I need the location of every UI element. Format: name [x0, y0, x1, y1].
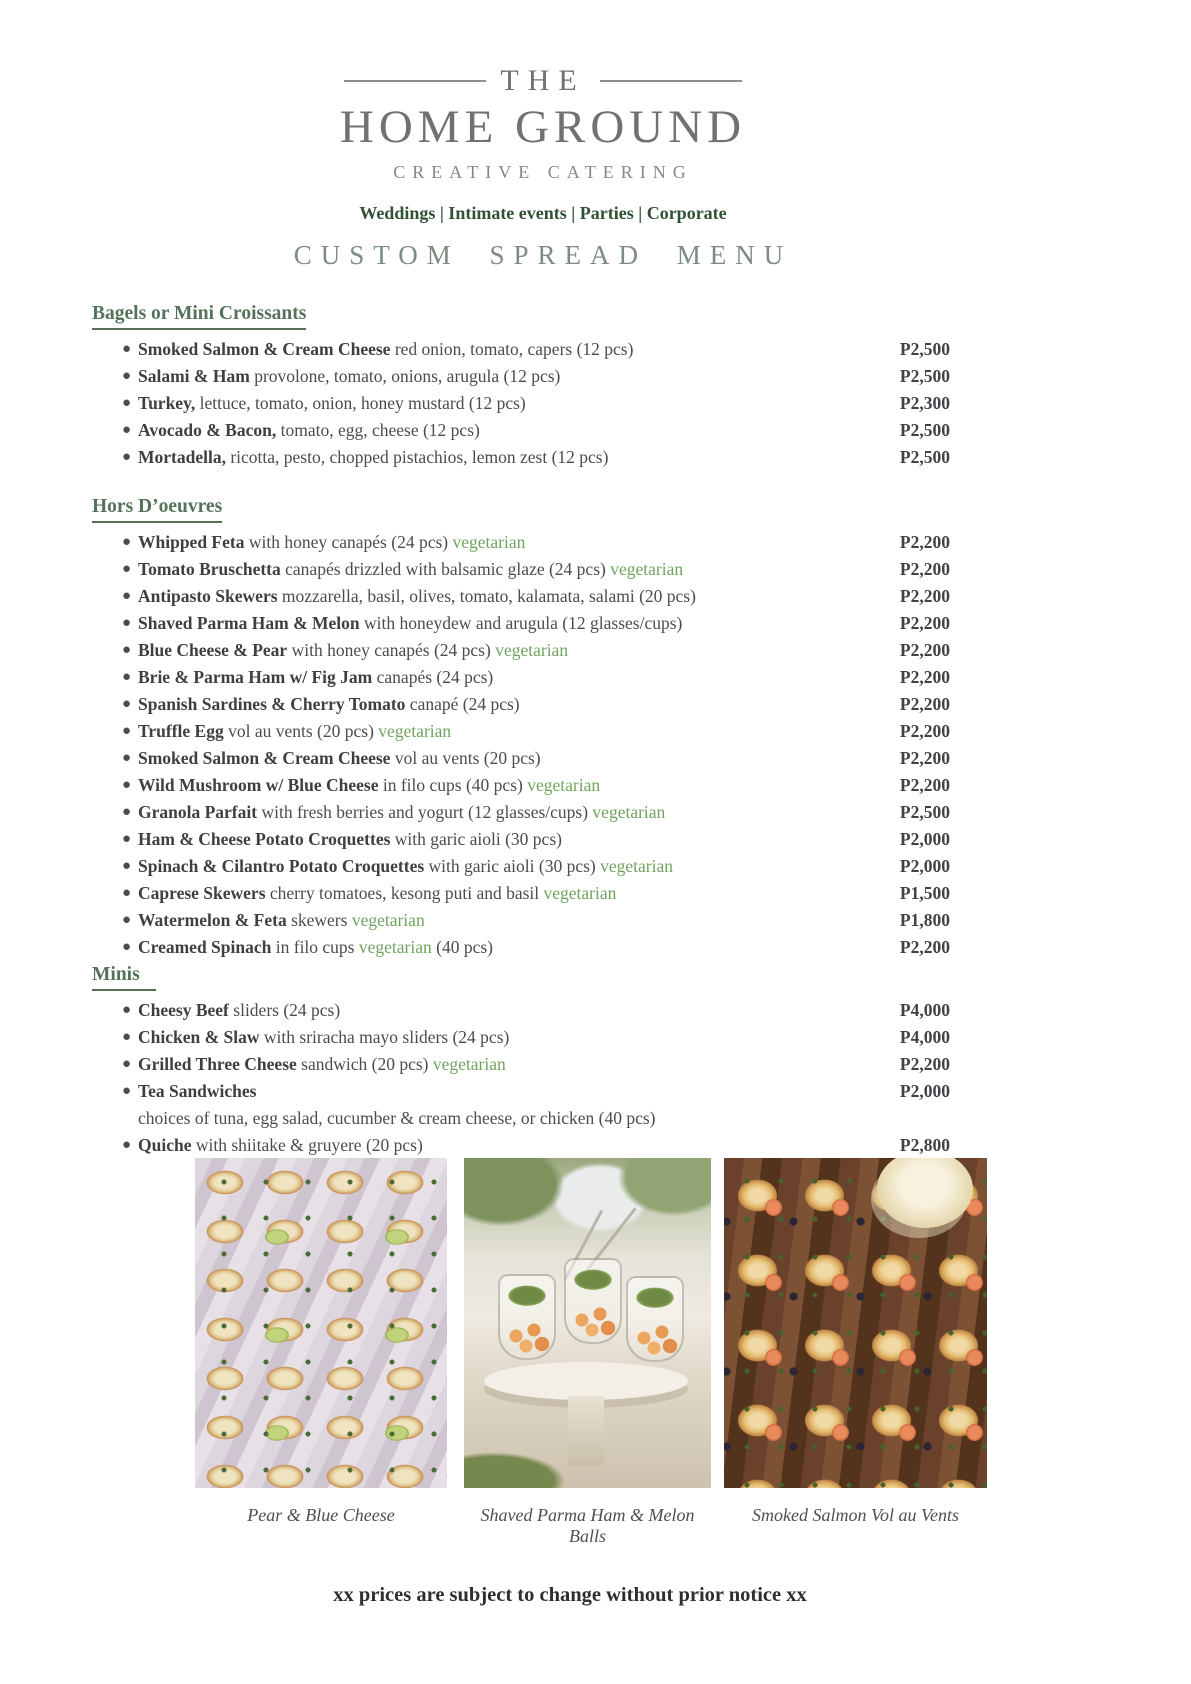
item-price: P2,500: [899, 447, 950, 467]
menu-item-row: [122, 336, 950, 363]
item-description: canapés drizzled with balsamic glaze (24 pcs): [285, 559, 606, 579]
item-description: skewers: [291, 910, 348, 930]
item-price: P1,500: [899, 883, 950, 903]
bullet-icon: ●: [122, 912, 132, 928]
menu-item-text: [138, 1051, 880, 1078]
menu-item-row: [122, 417, 950, 444]
menu-item-row: [122, 444, 950, 471]
menu-item-text: [138, 880, 880, 907]
bullet-icon: ●: [122, 723, 132, 739]
menu-item-text: [138, 826, 880, 853]
item-name: Blue Cheese & Pear: [138, 640, 288, 660]
photo-smoked-salmon-vol-au-vents: [724, 1158, 987, 1488]
item-description: with honeydew and arugula (12 glasses/cups): [364, 613, 683, 633]
tagline: Weddings | Intimate events | Parties | Corporate: [359, 203, 727, 223]
menu-section: [0, 300, 1191, 471]
menu-item-row: [122, 529, 950, 556]
item-price: P2,300: [899, 393, 950, 413]
vegetarian-tag: vegetarian: [592, 802, 666, 822]
bullet-icon: ●: [122, 669, 132, 685]
item-name: Antipasto Skewers: [138, 586, 278, 606]
item-name: Creamed Spinach: [138, 937, 272, 957]
bullet-icon: ●: [122, 368, 132, 384]
item-name: Avocado & Bacon,: [138, 420, 277, 440]
item-name: Smoked Salmon & Cream Cheese: [138, 748, 391, 768]
item-description: with shiitake & gruyere (20 pcs): [195, 1135, 423, 1155]
bullet-icon: ●: [122, 804, 132, 820]
item-description: with sriracha mayo sliders (24 pcs): [263, 1027, 510, 1047]
menu-item-row: [122, 610, 950, 637]
item-name: Spinach & Cilantro Potato Croquettes: [138, 856, 425, 876]
bullet-icon: ●: [122, 1083, 132, 1099]
item-name: Cheesy Beef: [138, 1000, 229, 1020]
menu-item-text: [138, 691, 880, 718]
bullet-icon: ●: [122, 1137, 132, 1153]
menu-item-text: [138, 336, 880, 363]
logo-main: HOME GROUND: [339, 101, 747, 153]
item-price: P4,000: [899, 1027, 950, 1047]
menu-item-row: [122, 390, 950, 417]
menu-item-text: [138, 1024, 880, 1051]
item-price: P2,000: [899, 829, 950, 849]
menu-item-row: [122, 637, 950, 664]
item-price: P2,200: [899, 937, 950, 957]
bullet-icon: ●: [122, 561, 132, 577]
bullet-icon: ●: [122, 831, 132, 847]
photo-captions: [195, 1505, 987, 1547]
vegetarian-tag: vegetarian: [432, 1054, 506, 1074]
item-price: P2,200: [899, 721, 950, 741]
vegetarian-tag: vegetarian: [600, 856, 673, 876]
item-name: Caprese Skewers: [138, 883, 266, 903]
menu-item-row: [122, 1132, 950, 1159]
item-description: with honey canapés (24 pcs): [291, 640, 491, 660]
item-name: Turkey,: [138, 393, 196, 413]
melon-cup: [498, 1274, 556, 1360]
item-name: Grilled Three Cheese: [138, 1054, 297, 1074]
item-name: Brie & Parma Ham w/ Fig Jam: [138, 667, 373, 687]
item-name: Salami & Ham: [138, 366, 250, 386]
photo-caption: Shaved Parma Ham & Melon Balls: [480, 1505, 695, 1546]
item-description: sandwich (20 pcs): [301, 1054, 429, 1074]
section-heading: Minis: [92, 961, 156, 991]
item-name: Ham & Cheese Potato Croquettes: [138, 829, 391, 849]
item-name: Spanish Sardines & Cherry Tomato: [138, 694, 406, 714]
menu-item-text: [138, 934, 880, 961]
item-description: with garic aioli (30 pcs): [428, 856, 596, 876]
item-description: sliders (24 pcs): [233, 1000, 341, 1020]
menu-item-text: [138, 745, 880, 772]
item-price: P2,200: [899, 748, 950, 768]
menu-item-text: [138, 529, 880, 556]
item-description: in filo cups (40 pcs): [382, 775, 523, 795]
item-name: Chicken & Slaw: [138, 1027, 260, 1047]
menu-item-text: [138, 772, 880, 799]
menu-item-text: [138, 444, 880, 471]
section-heading: Hors D’oeuvres: [92, 493, 222, 523]
bullet-icon: ●: [122, 939, 132, 955]
item-description: lettuce, tomato, onion, honey mustard (12 pcs): [199, 393, 526, 413]
item-description: canapé (24 pcs): [409, 694, 520, 714]
logo-the: THE: [500, 64, 586, 97]
menu-item-row: [122, 799, 950, 826]
item-name: Wild Mushroom w/ Blue Cheese: [138, 775, 379, 795]
item-description: red onion, tomato, capers (12 pcs): [394, 339, 634, 359]
item-note: choices of tuna, egg salad, cucumber & cream cheese, or chicken (40 pcs): [138, 1108, 656, 1128]
photo-caption: Smoked Salmon Vol au Vents: [752, 1505, 959, 1525]
bullet-icon: ●: [122, 777, 132, 793]
section-heading: Bagels or Mini Croissants: [92, 300, 306, 330]
vegetarian-tag: vegetarian: [452, 532, 526, 552]
item-description: canapés (24 pcs): [376, 667, 494, 687]
photo-caption: Pear & Blue Cheese: [247, 1505, 395, 1525]
melon-cup: [564, 1258, 622, 1344]
menu-item-text: [138, 417, 880, 444]
menu-item-text: [138, 907, 880, 934]
bullet-icon: ●: [122, 750, 132, 766]
menu-sections: [0, 300, 1191, 1159]
item-price: P4,000: [899, 1000, 950, 1020]
logo-right-rule: [600, 80, 742, 82]
menu-item-row: [122, 718, 950, 745]
bullet-icon: ●: [122, 615, 132, 631]
menu-item-text: [138, 799, 880, 826]
logo-top-row: [75, 64, 1011, 98]
item-name: Truffle Egg: [138, 721, 224, 741]
vegetarian-tag: vegetarian: [378, 721, 452, 741]
logo-left-rule: [344, 80, 486, 82]
item-description: vol au vents (20 pcs): [228, 721, 374, 741]
menu-item-row: [122, 1051, 950, 1078]
item-price: P2,200: [899, 667, 950, 687]
bullet-icon: ●: [122, 858, 132, 874]
vegetarian-tag: vegetarian: [358, 937, 432, 957]
item-price: P2,500: [899, 420, 950, 440]
item-description: with fresh berries and yogurt (12 glasses/cups): [261, 802, 589, 822]
item-description: mozzarella, basil, olives, tomato, kalamata, salami (20 pcs): [281, 586, 696, 606]
menu-item-row: [122, 583, 950, 610]
menu-item-row: [122, 880, 950, 907]
section-items: [0, 336, 1191, 471]
item-name: Mortadella,: [138, 447, 226, 467]
item-name: Watermelon & Feta: [138, 910, 287, 930]
item-price: P2,200: [899, 532, 950, 552]
menu-item-text: [138, 363, 880, 390]
item-price: P2,200: [899, 586, 950, 606]
price-disclaimer: xx prices are subject to change without prior notice xx: [333, 1584, 807, 1606]
menu-item-text: [138, 718, 880, 745]
vegetarian-tag: vegetarian: [351, 910, 425, 930]
item-price: P1,800: [899, 910, 950, 930]
photo-row: [195, 1158, 987, 1488]
bullet-icon: ●: [122, 341, 132, 357]
menu-item-text: [138, 610, 880, 637]
item-description: with honey canapés (24 pcs): [248, 532, 449, 552]
vegetarian-tag: vegetarian: [610, 559, 684, 579]
menu-item-text: [138, 853, 880, 880]
item-price: P2,200: [899, 640, 950, 660]
menu-item-row: [122, 772, 950, 799]
item-name: Whipped Feta: [138, 532, 245, 552]
bullet-icon: ●: [122, 1002, 132, 1018]
menu-item-row: [122, 745, 950, 772]
bullet-icon: ●: [122, 885, 132, 901]
item-description: in filo cups: [275, 937, 355, 957]
bullet-icon: ●: [122, 588, 132, 604]
menu-item-text: [138, 390, 880, 417]
bullet-icon: ●: [122, 1056, 132, 1072]
logo-subtitle: CREATIVE CATERING: [393, 162, 693, 182]
menu-item-text: [138, 997, 880, 1024]
item-name: Smoked Salmon & Cream Cheese: [138, 339, 391, 359]
item-price: P2,500: [899, 366, 950, 386]
item-price: P2,500: [899, 802, 950, 822]
item-price: P2,000: [899, 1081, 950, 1101]
menu-item-row: [122, 1078, 950, 1105]
item-description: ricotta, pesto, chopped pistachios, lemon zest (12 pcs): [230, 447, 609, 467]
bullet-icon: ●: [122, 642, 132, 658]
item-description: cherry tomatoes, kesong puti and basil: [269, 883, 540, 903]
section-items: [0, 997, 1191, 1159]
vegetarian-tag: vegetarian: [495, 640, 569, 660]
item-price: P2,500: [899, 339, 950, 359]
bullet-icon: ●: [122, 534, 132, 550]
menu-item-row: [122, 691, 950, 718]
melon-cup: [626, 1276, 684, 1362]
header: [75, 64, 1011, 271]
menu-item-row: [122, 853, 950, 880]
item-price: P2,200: [899, 613, 950, 633]
item-price: P2,000: [899, 856, 950, 876]
menu-item-text: [138, 556, 880, 583]
item-name: Shaved Parma Ham & Melon: [138, 613, 360, 633]
bullet-icon: ●: [122, 1029, 132, 1045]
menu-item-text: [138, 1078, 880, 1105]
photo-pear-blue-cheese: [195, 1158, 447, 1488]
item-description: vol au vents (20 pcs): [394, 748, 541, 768]
bullet-icon: ●: [122, 422, 132, 438]
item-name: Quiche: [138, 1135, 192, 1155]
menu-item-text: [138, 1132, 880, 1159]
item-name: Tea Sandwiches: [138, 1081, 257, 1101]
item-description: with garic aioli (30 pcs): [394, 829, 562, 849]
menu-item-row: [122, 997, 950, 1024]
item-name: Tomato Bruschetta: [138, 559, 281, 579]
menu-item-row: [122, 363, 950, 390]
vegetarian-tag: vegetarian: [543, 883, 617, 903]
menu-item-text: [138, 664, 880, 691]
bullet-icon: ●: [122, 696, 132, 712]
menu-section: [0, 493, 1191, 961]
photo-parma-ham-melon: [464, 1158, 711, 1488]
menu-section: [0, 961, 1191, 1159]
item-description: provolone, tomato, onions, arugula (12 pcs): [254, 366, 561, 386]
item-price: P2,200: [899, 559, 950, 579]
item-price: P2,800: [899, 1135, 950, 1155]
section-items: [0, 529, 1191, 961]
menu-item-row: [122, 826, 950, 853]
menu-item-row: [122, 907, 950, 934]
menu-item-row: [122, 664, 950, 691]
vegetarian-tag: vegetarian: [527, 775, 601, 795]
menu-item-row: [122, 934, 950, 961]
cake-stand-stem: [568, 1396, 604, 1466]
page-title: CUSTOM SPREAD MENU: [293, 240, 793, 270]
bullet-icon: ●: [122, 449, 132, 465]
item-price: P2,200: [899, 775, 950, 795]
cream-garnish: [877, 1158, 973, 1228]
item-description-after: (40 pcs): [436, 937, 493, 957]
item-name: Granola Parfait: [138, 802, 258, 822]
menu-item-row: [122, 556, 950, 583]
menu-item-text: [138, 583, 880, 610]
item-description: tomato, egg, cheese (12 pcs): [280, 420, 480, 440]
cake-stand: [484, 1362, 688, 1400]
bullet-icon: ●: [122, 395, 132, 411]
item-price: P2,200: [899, 1054, 950, 1074]
menu-item-text: [138, 637, 880, 664]
item-price: P2,200: [899, 694, 950, 714]
menu-item-row: [122, 1024, 950, 1051]
